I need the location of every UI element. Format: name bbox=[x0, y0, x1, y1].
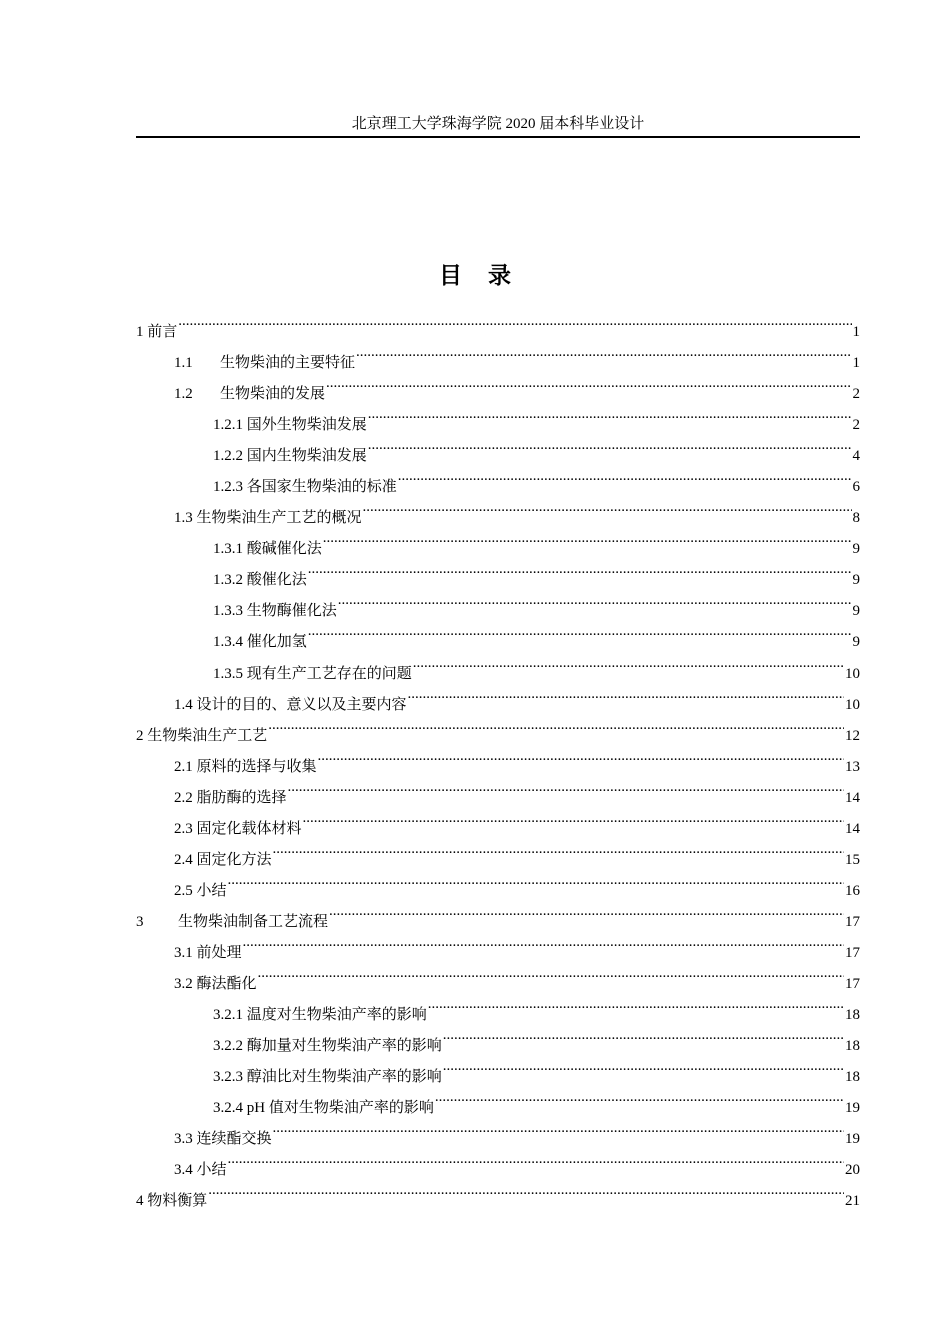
toc-dot-leader bbox=[273, 1112, 844, 1143]
toc-entry-number: 1.3.2 bbox=[213, 572, 243, 589]
toc-entry-label bbox=[213, 627, 307, 658]
toc-page-number: 18 bbox=[845, 1069, 860, 1086]
toc-entry-label bbox=[174, 783, 287, 814]
toc-dot-leader bbox=[329, 895, 844, 926]
toc-dot-leader bbox=[408, 678, 844, 709]
toc-entry-number: 2.3 bbox=[174, 820, 193, 837]
toc-entry[interactable] bbox=[136, 1143, 860, 1179]
toc-title-char-2: 录 bbox=[488, 263, 511, 288]
toc-entry-number: 2.4 bbox=[174, 851, 193, 868]
toc-page-number: 9 bbox=[852, 572, 860, 589]
table-of-contents bbox=[136, 305, 860, 1210]
toc-page-number: 8 bbox=[852, 510, 860, 527]
toc-dot-leader bbox=[363, 491, 852, 522]
toc-entry[interactable] bbox=[136, 305, 860, 340]
toc-entry-number: 3.2.2 bbox=[213, 1038, 243, 1055]
toc-dot-leader bbox=[308, 553, 852, 584]
toc-entry-text: 前言 bbox=[147, 324, 178, 340]
toc-entry-text: 原料的选择与收集 bbox=[196, 758, 317, 775]
toc-entry-text: pH 值对生物柴油产率的影响 bbox=[246, 1100, 434, 1117]
toc-page-number: 1 bbox=[852, 324, 860, 340]
toc-entry-text: 催化加氢 bbox=[246, 634, 307, 651]
toc-entry-number: 3.2.1 bbox=[213, 1007, 243, 1024]
toc-dot-leader bbox=[228, 864, 844, 895]
toc-entry-number: 2.5 bbox=[174, 882, 193, 899]
toc-dot-leader bbox=[228, 1143, 844, 1174]
toc-entry-text: 生物柴油生产工艺的概况 bbox=[196, 510, 362, 527]
toc-entry-text: 前处理 bbox=[196, 944, 242, 961]
toc-dot-leader bbox=[356, 336, 851, 367]
toc-entry-label bbox=[136, 721, 267, 752]
toc-page-number: 18 bbox=[845, 1007, 860, 1024]
toc-entry-number: 3.4 bbox=[174, 1162, 193, 1179]
toc-page-number: 6 bbox=[852, 479, 860, 496]
toc-entry-text: 生物柴油生产工艺 bbox=[147, 727, 268, 744]
toc-dot-leader bbox=[273, 833, 844, 864]
toc-entry-label bbox=[174, 969, 257, 1000]
toc-entry-number: 3.3 bbox=[174, 1131, 193, 1148]
toc-entry-text: 酸碱催化法 bbox=[246, 541, 322, 558]
toc-page-number: 14 bbox=[845, 820, 860, 837]
toc-title-char-1: 目 bbox=[439, 263, 462, 288]
toc-entry-label bbox=[213, 410, 367, 441]
toc-dot-leader bbox=[308, 615, 852, 646]
toc-entry-text: 酶法酯化 bbox=[196, 975, 257, 992]
toc-entry-number: 2.2 bbox=[174, 789, 193, 806]
toc-entry-label bbox=[213, 659, 412, 690]
toc-entry-number: 1.3.3 bbox=[213, 603, 243, 620]
toc-entry-text: 脂肪酶的选择 bbox=[196, 789, 287, 806]
toc-dot-leader bbox=[326, 367, 851, 398]
toc-page-number: 10 bbox=[845, 696, 860, 713]
toc-entry-number: 1 bbox=[136, 324, 144, 340]
toc-dot-leader bbox=[178, 305, 851, 336]
toc-page-number: 21 bbox=[845, 1193, 860, 1210]
toc-entry[interactable] bbox=[136, 336, 860, 372]
toc-entry-number: 3.1 bbox=[174, 944, 193, 961]
toc-page-number: 20 bbox=[845, 1162, 860, 1179]
toc-dot-leader bbox=[398, 460, 852, 491]
toc-entry-number: 1.2 bbox=[174, 386, 193, 403]
toc-dot-leader bbox=[368, 398, 852, 429]
toc-dot-leader bbox=[208, 1174, 844, 1205]
toc-entry-text: 酶加量对生物柴油产率的影响 bbox=[246, 1038, 442, 1055]
toc-entry[interactable] bbox=[136, 864, 860, 899]
toc-page-number: 9 bbox=[852, 603, 860, 620]
toc-dot-leader bbox=[323, 522, 852, 553]
toc-dot-leader bbox=[243, 926, 844, 957]
toc-title bbox=[0, 260, 950, 292]
toc-entry-number: 3.2.4 bbox=[213, 1100, 243, 1117]
toc-entry-text: 固定化载体材料 bbox=[196, 820, 302, 837]
toc-dot-leader bbox=[443, 1050, 844, 1081]
toc-entry-label bbox=[136, 1186, 207, 1217]
toc-entry-number: 1.2.2 bbox=[213, 448, 243, 465]
toc-entry-text: 生物柴油的发展 bbox=[220, 386, 326, 403]
toc-entry-label bbox=[136, 317, 177, 348]
toc-entry-number: 1.3 bbox=[174, 510, 193, 527]
toc-dot-leader bbox=[368, 429, 852, 460]
toc-dot-leader bbox=[303, 802, 844, 833]
toc-entry-label bbox=[174, 379, 325, 410]
toc-dot-leader bbox=[338, 584, 852, 615]
toc-entry-text: 现有生产工艺存在的问题 bbox=[246, 665, 412, 682]
toc-dot-leader bbox=[268, 709, 844, 740]
toc-page-number: 13 bbox=[845, 758, 860, 775]
toc-entry-label bbox=[213, 534, 322, 565]
header-text: 北京理工大学珠海学院 2020 届本科毕业设计 bbox=[351, 116, 645, 132]
toc-entry-number: 4 bbox=[136, 1193, 144, 1210]
toc-entry-label bbox=[174, 876, 227, 907]
toc-dot-leader bbox=[288, 771, 844, 802]
toc-entry-number: 1.3.5 bbox=[213, 665, 243, 682]
toc-dot-leader bbox=[318, 740, 844, 771]
toc-entry-label bbox=[213, 1000, 427, 1031]
toc-page-number: 9 bbox=[852, 634, 860, 651]
toc-page-number: 17 bbox=[845, 944, 860, 961]
toc-entry-number: 3.2 bbox=[174, 975, 193, 992]
toc-page-number: 14 bbox=[845, 789, 860, 806]
toc-entry-label bbox=[213, 565, 307, 596]
toc-entry-text: 国外生物柴油发展 bbox=[246, 417, 367, 434]
toc-page-number: 4 bbox=[852, 448, 860, 465]
toc-page-number: 19 bbox=[845, 1131, 860, 1148]
toc-entry-text: 设计的目的、意义以及主要内容 bbox=[196, 696, 407, 713]
toc-entry-text: 连续酯交换 bbox=[196, 1131, 272, 1148]
toc-page-number: 18 bbox=[845, 1038, 860, 1055]
toc-entry-number: 1.1 bbox=[174, 355, 193, 372]
toc-page-number: 10 bbox=[845, 665, 860, 682]
toc-entry[interactable] bbox=[136, 1174, 860, 1210]
toc-entry-text: 生物柴油制备工艺流程 bbox=[178, 913, 329, 930]
toc-dot-leader bbox=[258, 957, 844, 988]
toc-entry-text: 温度对生物柴油产率的影响 bbox=[246, 1007, 427, 1024]
toc-page-number: 15 bbox=[845, 851, 860, 868]
toc-entry-number: 1.4 bbox=[174, 696, 193, 713]
toc-entry-text: 小结 bbox=[196, 1162, 227, 1179]
toc-page-number: 9 bbox=[852, 541, 860, 558]
toc-entry-number: 1.3.1 bbox=[213, 541, 243, 558]
toc-entry-text: 酸催化法 bbox=[246, 572, 307, 589]
toc-entry-label bbox=[174, 938, 242, 969]
toc-dot-leader bbox=[428, 988, 844, 1019]
toc-page-number: 17 bbox=[845, 975, 860, 992]
toc-entry[interactable] bbox=[136, 957, 860, 992]
toc-entry-text: 生物酶催化法 bbox=[246, 603, 337, 620]
toc-entry-number: 1.2.3 bbox=[213, 479, 243, 496]
toc-entry-text: 国内生物柴油发展 bbox=[246, 448, 367, 465]
toc-entry-label bbox=[213, 441, 367, 472]
toc-entry-label bbox=[213, 1031, 442, 1062]
toc-page-number: 16 bbox=[845, 882, 860, 899]
toc-entry[interactable] bbox=[136, 895, 860, 930]
toc-page-number: 12 bbox=[845, 727, 860, 744]
toc-entry-number: 2 bbox=[136, 727, 144, 744]
toc-page-number: 17 bbox=[845, 913, 860, 930]
toc-dot-leader bbox=[413, 647, 844, 678]
toc-page-number: 2 bbox=[852, 417, 860, 434]
toc-dot-leader bbox=[443, 1019, 844, 1050]
toc-entry-number: 3 bbox=[136, 913, 144, 930]
toc-page-number: 2 bbox=[852, 386, 860, 403]
toc-entry-text: 醇油比对生物柴油产率的影响 bbox=[246, 1069, 442, 1086]
page-header bbox=[136, 112, 860, 138]
toc-entry-number: 1.2.1 bbox=[213, 417, 243, 434]
toc-dot-leader bbox=[435, 1081, 844, 1112]
toc-page-number: 19 bbox=[845, 1100, 860, 1117]
toc-page-number: 1 bbox=[852, 355, 860, 372]
toc-entry-number: 3.2.3 bbox=[213, 1069, 243, 1086]
toc-entry-number: 1.3.4 bbox=[213, 634, 243, 651]
toc-entry-text: 各国家生物柴油的标准 bbox=[246, 479, 397, 496]
toc-entry-text: 小结 bbox=[196, 882, 227, 899]
toc-entry[interactable] bbox=[136, 926, 860, 961]
toc-entry-text: 物料衡算 bbox=[147, 1193, 208, 1210]
toc-entry-text: 生物柴油的主要特征 bbox=[220, 355, 356, 372]
toc-entry-text: 固定化方法 bbox=[196, 851, 272, 868]
toc-entry-number: 2.1 bbox=[174, 758, 193, 775]
toc-entry-label bbox=[213, 1062, 442, 1093]
